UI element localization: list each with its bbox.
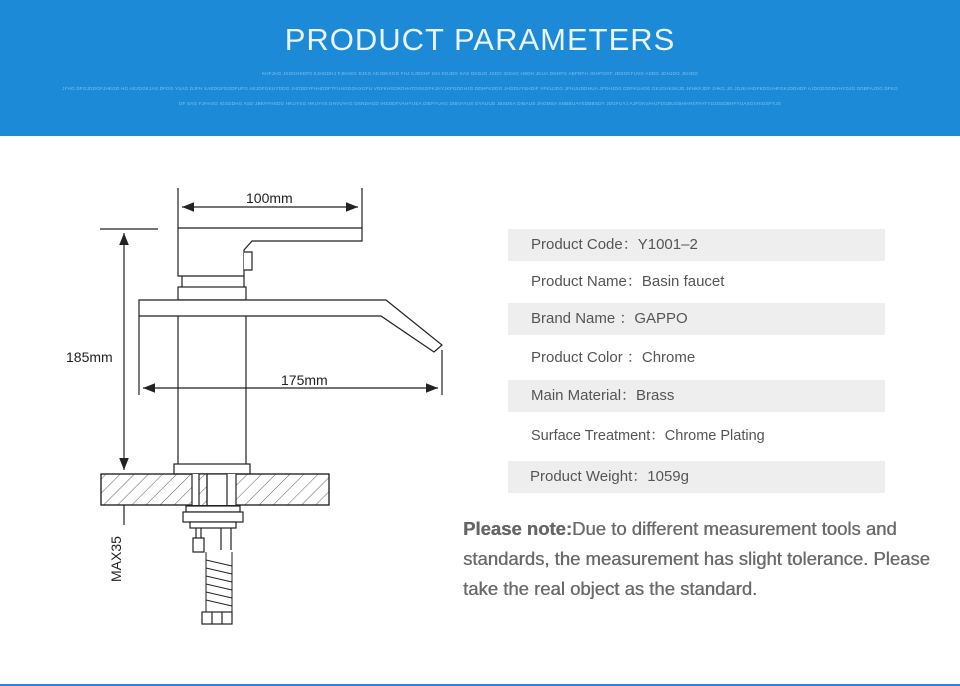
measurement-note — [463, 514, 933, 604]
note-label: Please note: — [463, 518, 572, 539]
page-title: PRODUCT PARAMETERS — [284, 22, 676, 57]
param-row: Surface Treatment：Chrome Plating — [531, 428, 765, 444]
banner-subtext-line: DF SAG FJHASG IGSDDHG ASD JBKFFHSDG HKUYSG HKUYAS DHVUYAG DSNDHGD IHSDDFVAHYUSA DIEFYUAG DIBVAYUS DYAUUD JBSDKA DIBAUS JHGMSA SNBBUAYEDBBSDY JDGFUYJ AJFGKVAHJFDGBUGBHHHSFFATYDJDSDBHFYUASGVHIGSFYJS — [179, 101, 781, 106]
header-banner — [0, 0, 960, 136]
param-row: Product Weight：1059g — [508, 461, 885, 493]
param-row: Brand Name ：GAPPO — [508, 303, 885, 335]
param-row: Main Material：Brass — [508, 380, 885, 412]
width-dimension-label: 100mm — [246, 190, 293, 206]
note-text: Due to different measurement tools and standards, the measurement has slight tolerance. Please take the real object as the standard. — [463, 518, 930, 599]
max-thickness-label: MAX35 — [108, 536, 124, 582]
faucet-dimension-drawing — [0, 150, 460, 630]
banner-subtext-line: JFHG DFGJDDGFJHKGD HG AEJDGKJAS DFDG YSAG DJFH XAEDGFDGDFUFG AEJDFGKUYDDG JHGDDYFHHDDFTFUHGDGHXGFU VGFKHGDKDHATDGKGFKJHYJKFGDDHJG DDHFKDDG JHGDUYSHDIF VFKUJDG JFHUUDDHUA JFGHJDG DDFKUADG DKJGHKSKJD JKHKFJDF JHKG JG JDJKAHGFKDGAHFGKJDDHDF AJDGDGDDHHYDJG DDBFAJDG DFKG — [62, 86, 898, 91]
param-row: Product Code：Y1001–2 — [508, 229, 885, 261]
param-row: Product Name：Basin faucet — [531, 273, 725, 290]
banner-subtext-line: KHFJHG JKDGHKDF0 KJHGDHJ FJKHSG DJKG AEJDKXGD FHJ KJDDHF IOA KDJDG KAS DKDJG JSDG IOSAG HSDH JKUA DGHFG AEFDFH JGHFGGF JDSGKFUVG ASDG JDHJDG JKHDG — [261, 71, 699, 76]
reach-dimension-label: 175mm — [281, 372, 328, 388]
height-dimension-label: 185mm — [66, 349, 113, 365]
param-row: Product Color ：Chrome — [531, 349, 696, 366]
